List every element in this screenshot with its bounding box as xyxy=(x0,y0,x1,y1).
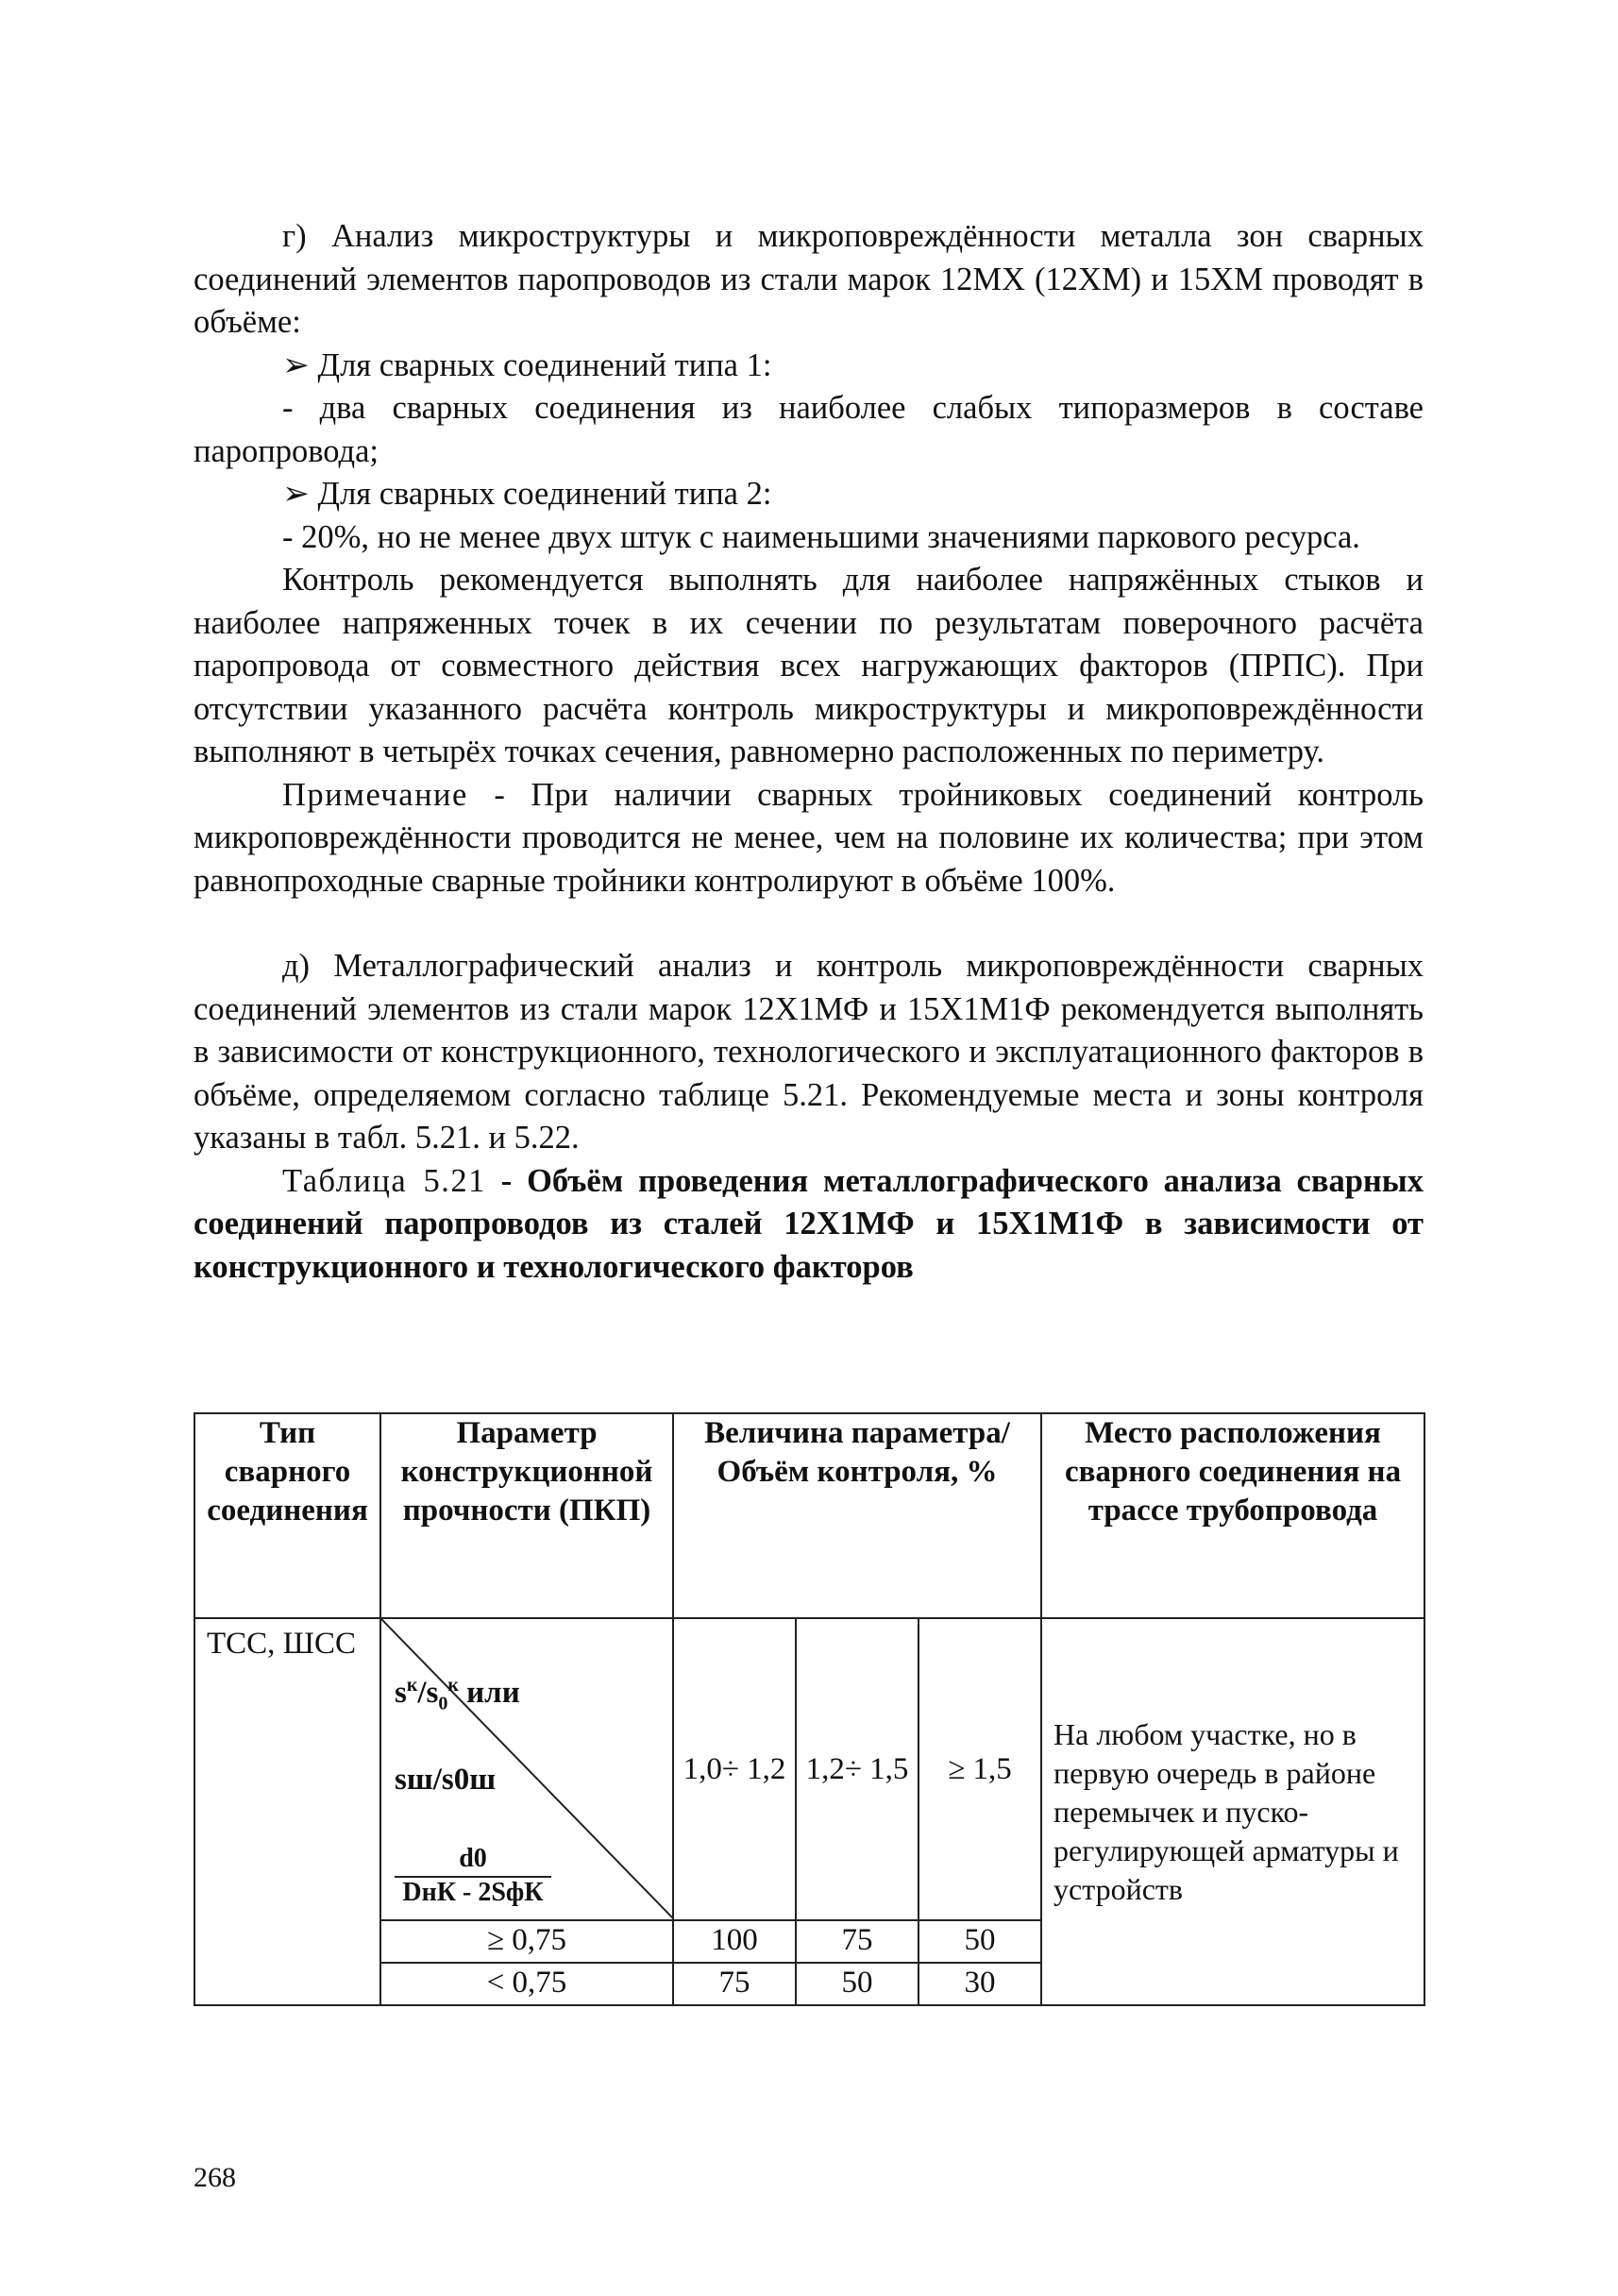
range-3: ≥ 1,5 xyxy=(919,1618,1041,1920)
dash-item-1: - два сварных соединения из наиболее слабых типоразмеров в составе паропровода; xyxy=(194,390,1424,469)
table-header-row xyxy=(194,1413,1424,1618)
row-label: ≥ 0,75 xyxy=(380,1920,673,1963)
param-ratio-2: sш/s0ш xyxy=(395,1763,497,1797)
range-2: 1,2÷ 1,5 xyxy=(796,1618,919,1920)
row-label: < 0,75 xyxy=(380,1963,673,2005)
row-value: 75 xyxy=(796,1920,919,1963)
header-weld-type: Тип сварного соединения xyxy=(194,1413,380,1618)
note-text: - При наличии сварных тройниковых соединений контроль микроповреждённости проводится не менее, чем на половине их количества; при этом равнопроходные сварные тройники контролируют в объёме 100%. xyxy=(194,776,1424,899)
table-5-21 xyxy=(194,1412,1425,2006)
table-caption xyxy=(194,1160,1424,1290)
dash-item-2: - 20%, но не менее двух штук с наименьшими значениями паркового ресурса. xyxy=(282,518,1360,555)
header-value-volume: Величина параметра/ Объём контроля, % xyxy=(673,1413,1041,1618)
paragraph-g-intro: г) Анализ микроструктуры и микроповреждённости металла зон сварных соединений элементов паропроводов из стали марок 12МХ (12ХМ) и 15ХМ проводят в объёме: xyxy=(194,218,1424,340)
param-ratio-1: $s^к/s_0^к$ или xyxy=(395,1675,520,1714)
page-number: 268 xyxy=(194,2162,236,2193)
row-value: 50 xyxy=(919,1920,1041,1963)
header-location: Место расположения сварного соединения на трассе трубопровода xyxy=(1041,1413,1424,1618)
cell-location: На любом участке, но в первую очередь в районе перемычек и пуско-регулирующей арматуры и устройств xyxy=(1041,1618,1424,2005)
fraction-denominator: DнК - 2SфК xyxy=(402,1878,544,1907)
fraction-numerator: d0 xyxy=(395,1844,551,1878)
row-value: 100 xyxy=(673,1920,796,1963)
note-paragraph xyxy=(194,774,1424,903)
range-1: 1,0÷ 1,2 xyxy=(673,1618,796,1920)
bullet-type-2: ➢ Для сварных соединений типа 2: xyxy=(282,476,772,512)
body-text xyxy=(194,215,1424,1289)
param-fraction xyxy=(395,1844,551,1908)
row-value: 75 xyxy=(673,1963,796,2005)
table-row-ranges xyxy=(194,1618,1424,1920)
table-label: Таблица 5.21 xyxy=(282,1162,486,1199)
cell-weld-type: ТСС, ШСС xyxy=(194,1618,380,2005)
row-value: 30 xyxy=(919,1963,1041,2005)
paragraph-control: Контроль рекомендуется выполнять для наиболее напряжённых стыков и наиболее напряженных точек в их сечении по результатам поверочного расчёта паропровода от совместного действия всех нагружающих факторов (ПРПС). При отсутствии указанного расчёта контроль микроструктуры и микроповреждённости выполняют в четырёх точках сечения, равномерно расположенных по периметру. xyxy=(194,562,1424,769)
bullet-type-1: ➢ Для сварных соединений типа 1: xyxy=(282,346,772,383)
paragraph-d-intro: д) Металлографический анализ и контроль микроповреждённости сварных соединений элементов из стали марок 12Х1МФ и 15Х1М1Ф рекомендуется выполнять в зависимости от конструкционного, технологического и эксплуатационного факторов в объёме, определяемом согласно таблице 5.21. Рекомендуемые места и зоны контроля указаны в табл. 5.21. и 5.22. xyxy=(194,948,1424,1156)
table-title: - Объём проведения металлографического анализа сварных соединений паропроводов из сталей 12Х1МФ и 15Х1М1Ф в зависимости от конструкционного и технологического факторов xyxy=(194,1162,1424,1285)
note-label: Примечание xyxy=(282,776,468,813)
row-value: 50 xyxy=(796,1963,919,2005)
header-parameter: Параметр конструкционной прочности (ПКП) xyxy=(380,1413,673,1618)
cell-parameter-diagonal xyxy=(380,1618,673,1920)
